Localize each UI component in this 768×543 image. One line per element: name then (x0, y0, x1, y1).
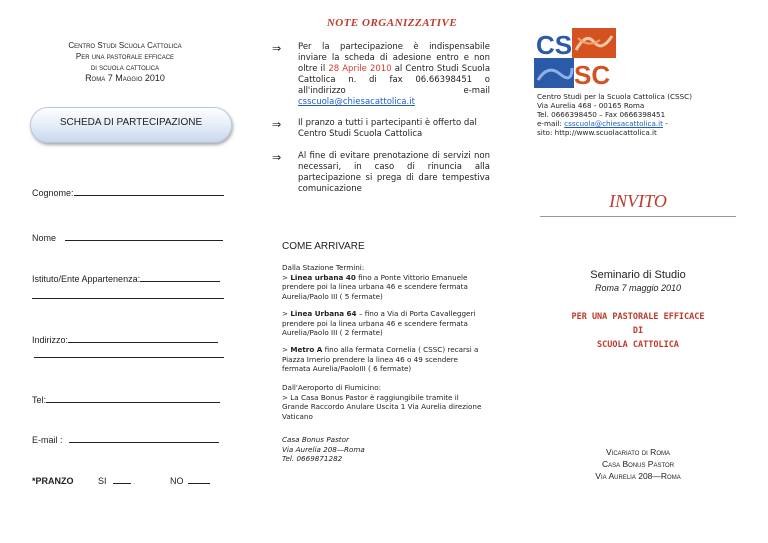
istituto-field[interactable] (32, 274, 220, 284)
footer-line-3: Via Aurelia 208—Roma (595, 471, 681, 481)
registration-form-title: SCHEDA DI PARTECIPAZIONE (30, 107, 232, 143)
indirizzo-line (68, 336, 218, 343)
nome-line (65, 234, 223, 241)
venue-footer (538, 446, 738, 482)
tel-line (46, 396, 220, 403)
pranzo-si-line (113, 477, 131, 484)
metro-text: fino alla fermata Cornelia ( CSSC) recarsi a Piazza Irnerio prendere la linea 46 o 49 scendere fermata Aurelia/PaoloIII ( 6 fermate) (282, 345, 479, 373)
note-deadline-text-b: al Centro Studi Scuola Cattolica n. di fax 06.66398451 o all'indirizzo e-mail (298, 64, 491, 96)
airport-directions (282, 383, 482, 421)
pranzo-label: *PRANZO (32, 476, 74, 486)
deadline-date: 28 Aprile 2010 (328, 64, 392, 74)
contact-name: Centro Studi per la Scuola Cattolica (CSSC) (537, 92, 692, 101)
notes-title: NOTE ORGANIZZATIVE (326, 17, 458, 29)
pranzo-si-option[interactable] (98, 476, 131, 486)
note-cancellation: Al fine di evitare prenotazione di servizi non necessari, in caso di rinuncia alla partecipazione si prega di dare tempestiva comunicazione (298, 151, 490, 194)
metro-label: Metro A (290, 345, 323, 354)
seminar-date: Roma 7 maggio 2010 (594, 283, 682, 293)
venue-phone: Tel. 0669871282 (282, 454, 343, 463)
contact-email[interactable]: csscuola@chiesacattolica.it (564, 119, 663, 128)
invitation-title: INVITO (609, 191, 667, 211)
theme-line-1: PER UNA PASTORALE EFFICACE (571, 312, 705, 322)
indirizzo-field[interactable] (32, 335, 218, 345)
cssc-logo (534, 28, 616, 88)
bus40-text: fino a Ponte Vittorio Emanuele prendere poi la linea urbana 46 e scendere fermata Aurelia/Paolo III ( 5 fermate) (282, 272, 468, 301)
note-deadline (298, 42, 490, 108)
email-label: E-mail : (32, 435, 63, 445)
nome-label: Nome (32, 233, 57, 243)
organizer-line-4: Roma 7 Maggio 2010 (85, 73, 165, 83)
venue-address (282, 435, 482, 464)
bus40-label: Linea urbana 40 (290, 272, 356, 282)
istituto-label: Istituto/Ente Appartenenza: (32, 274, 141, 284)
seminar-theme (538, 310, 738, 352)
seminar-title: Seminario di Studio (590, 269, 686, 281)
metro-directions: > Metro A fino alla fermata Cornelia ( CSSC) recarsi a Piazza Irnerio prendere la linea 46 o 49 scendere fermata Aurelia/PaoloIII ( 6 fermate) (282, 345, 479, 373)
theme-line-3: SCUOLA CATTOLICA (597, 340, 679, 350)
arrow-icon: ⇒ (272, 118, 282, 131)
organizer-line-1: Centro Studi Scuola Cattolica (68, 41, 182, 50)
organizer-line-2: Per una pastorale efficace (75, 52, 175, 61)
contact-phone-fax: Tel. 0666398450 – Fax 0666398451 (537, 110, 666, 119)
contact-email-label: e-mail: (537, 119, 562, 128)
invitation-divider (540, 216, 736, 217)
directions-heading: COME ARRIVARE (282, 241, 365, 252)
indirizzo-label: Indirizzo: (32, 335, 69, 345)
nome-field[interactable] (32, 233, 223, 243)
footer-line-2: Casa Bonus Pastor (601, 459, 675, 469)
cognome-line (74, 189, 224, 196)
theme-line-2: DI (632, 326, 644, 336)
arrow-icon: ⇒ (272, 42, 282, 55)
bus64-directions: > Linea Urbana 64 – fino a Via di Porta Cavalleggeri prendere poi la linea urbana 46 e scendere fermata Aurelia/Paolo III ( 2 fermate) (282, 309, 476, 337)
logo-text-bottom: SC (574, 60, 611, 88)
contact-website[interactable]: sito: http://www.scuolacattolica.it (537, 128, 657, 137)
contact-address: Via Aurelia 468 - 00165 Roma (537, 101, 645, 110)
cognome-label: Cognome: (32, 188, 74, 198)
pranzo-no-label: NO (170, 476, 184, 486)
termini-directions: Dalla Stazione Termini: > Linea urbana 40 fino a Ponte Vittorio Emanuele prendere poi la linea urbana 46 e scendere fermata Aurelia/Paolo III ( 5 fermate) (282, 263, 468, 301)
cssc-contact-block: Centro Studi per la Scuola Cattolica (CSSC) Via Aurelia 468 - 00165 Roma Tel. 0666398450 – Fax 0666398451 e-mail: csscuola@chiesacattolica.it - sito: http://www.scuolacattolica.it (537, 92, 692, 137)
bus64-text: – fino a Via di Porta Cavalleggeri prendere poi la linea urbana 46 e scendere fermata Aurelia/Paolo III ( 2 fermate) (282, 309, 476, 337)
airport-intro: Dall'Aeroporto di Fiumicino: (282, 383, 382, 392)
pranzo-no-line (188, 477, 210, 484)
logo-text-top: CS (536, 30, 573, 60)
cognome-field[interactable] (32, 188, 224, 198)
contact-email-link[interactable]: csscuola@chiesacattolica.it (298, 97, 415, 107)
tel-field[interactable] (32, 395, 220, 405)
pranzo-no-option[interactable] (170, 476, 210, 486)
note-deadline-text-a: Per la partecipazione è indispensabile inviare la scheda di adesione entro e non oltre il (298, 42, 490, 74)
istituto-line-2 (32, 298, 224, 299)
organizer-line-3: di scuola cattolica (90, 63, 160, 72)
organizer-header (40, 40, 210, 84)
indirizzo-line-2 (34, 357, 224, 358)
tel-label: Tel: (32, 395, 47, 405)
note-lunch: Il pranzo a tutti i partecipanti è offerto dal Centro Studi Scuola Cattolica (298, 118, 477, 139)
venue-name: Casa Bonus Pastor (282, 435, 349, 444)
termini-intro: Dalla Stazione Termini: (282, 263, 365, 272)
pranzo-si-label: SI (98, 476, 107, 486)
arrow-icon: ⇒ (272, 151, 282, 164)
bus64-label: Linea Urbana 64 (290, 309, 357, 318)
footer-line-1: Vicariato di Roma (606, 447, 670, 457)
email-field[interactable] (32, 435, 219, 445)
istituto-line (140, 275, 220, 282)
email-line (69, 436, 219, 443)
airport-text: > La Casa Bonus Pastor è raggiungibile tramite il Grande Raccordo Anulare Uscita 1 Via Aurelia direzione Vaticano (282, 392, 482, 421)
venue-street: Via Aurelia 208—Roma (282, 444, 365, 454)
